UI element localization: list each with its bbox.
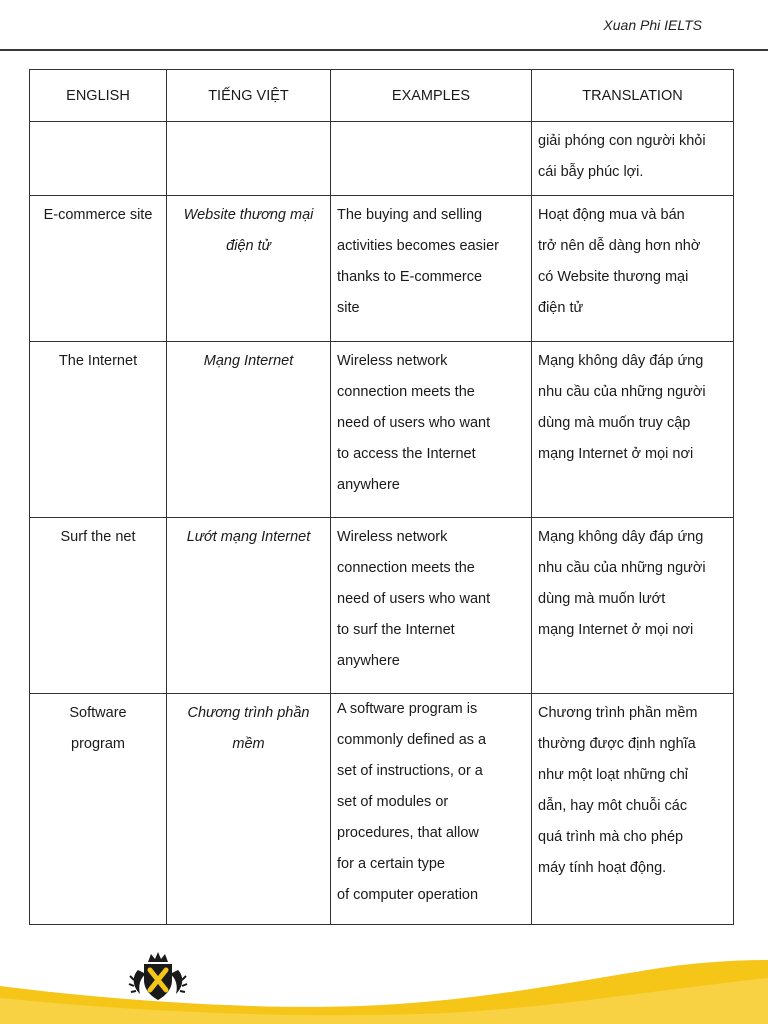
example-cell: Wireless network connection meets the need of users who want to access the Internet anywhere — [331, 342, 532, 518]
vietnamese-cell: Lướt mạng Internet — [167, 518, 331, 694]
header-divider — [0, 49, 768, 51]
crown-shield-logo-icon — [128, 950, 188, 1002]
column-header-translation: TRANSLATION — [532, 70, 734, 122]
english-cell: E-commerce site — [30, 196, 167, 342]
example-cell — [331, 122, 532, 196]
english-cell: Surf the net — [30, 518, 167, 694]
vietnamese-cell: Website thương mại điện tử — [167, 196, 331, 342]
table-header-row — [30, 70, 734, 122]
example-cell: A software program is commonly defined as a set of instructions, or a set of modules or procedures, that allow for a certain type of computer operation — [331, 694, 532, 925]
example-cell: The buying and selling activities becomes easier thanks to E-commerce site — [331, 196, 532, 342]
brand-name: Xuan Phi IELTS — [603, 17, 702, 33]
vocabulary-table — [29, 69, 734, 925]
translation-cell: Chương trình phần mềm thường được định nghĩa như một loạt những chỉ dẫn, hay môt chuỗi các quá trình mà cho phép máy tính hoạt động. — [532, 694, 734, 925]
column-header-vietnamese: TIẾNG VIỆT — [167, 70, 331, 122]
table-row — [30, 122, 734, 196]
english-cell — [30, 122, 167, 196]
translation-cell: giải phóng con người khỏi cái bẫy phúc lợi. — [532, 122, 734, 196]
translation-cell: Mạng không dây đáp ứng nhu cầu của những người dùng mà muốn lướt mạng Internet ở mọi nơi — [532, 518, 734, 694]
footer-wave-decoration — [0, 954, 768, 1024]
vietnamese-cell: Mạng Internet — [167, 342, 331, 518]
vietnamese-cell — [167, 122, 331, 196]
english-cell: The Internet — [30, 342, 167, 518]
table-row — [30, 196, 734, 342]
translation-cell: Mạng không dây đáp ứng nhu cầu của những người dùng mà muốn truy cập mạng Internet ở mọi nơi — [532, 342, 734, 518]
table-row — [30, 342, 734, 518]
vietnamese-cell: Chương trình phần mềm — [167, 694, 331, 925]
example-cell: Wireless network connection meets the need of users who want to surf the Internet anywhere — [331, 518, 532, 694]
column-header-examples: EXAMPLES — [331, 70, 532, 122]
english-cell: Software program — [30, 694, 167, 925]
table-row — [30, 518, 734, 694]
translation-cell: Hoạt động mua và bán trở nên dễ dàng hơn nhờ có Website thương mại điện tử — [532, 196, 734, 342]
column-header-english: ENGLISH — [30, 70, 167, 122]
table-row — [30, 694, 734, 925]
